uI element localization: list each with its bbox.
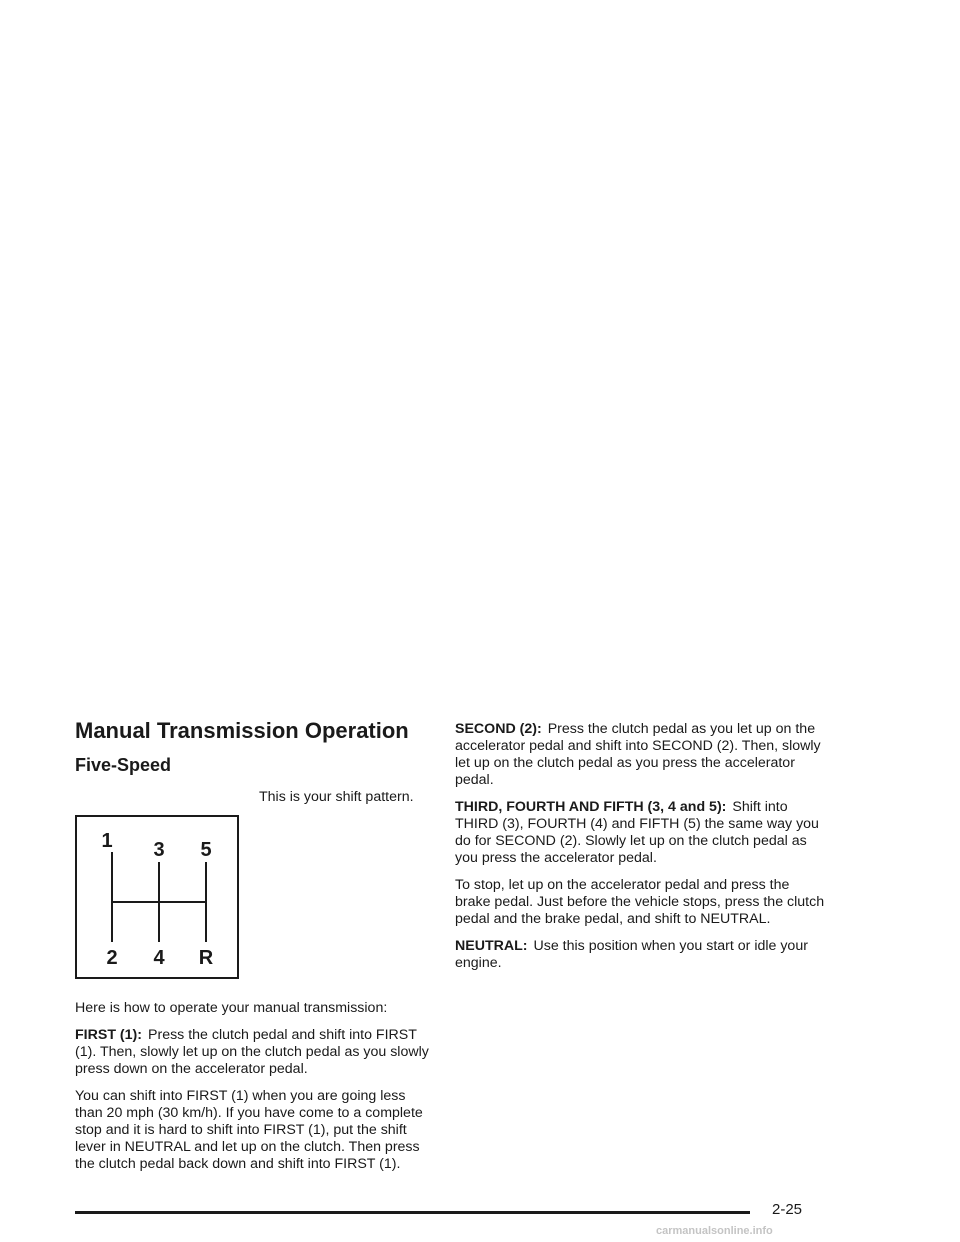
upper-gears-text: Shift into THIRD (3), FOURTH (4) and FIFTH (5) the same way you do for SECOND (2). Slowly let up on the clutch pedal as you press the accelerator pedal.	[455, 799, 819, 866]
stop-paragraph: To stop, let up on the accelerator pedal and press the brake pedal. Just before the vehicle stops, press the clutch pedal and the brake pedal, and shift to NEUTRAL.	[455, 877, 825, 927]
subsection-heading: Five-Speed	[75, 755, 172, 775]
neutral-paragraph	[455, 938, 825, 972]
neutral-text: Use this position when you start or idle your engine.	[455, 938, 808, 971]
upper-gears-paragraph	[455, 799, 825, 867]
gear-label-1: 1	[101, 830, 113, 852]
shift-figure-row	[75, 789, 435, 989]
gear-label-2: 2	[106, 947, 118, 969]
neutral-label: NEUTRAL:	[455, 938, 528, 954]
page-number: 2-25	[772, 1201, 803, 1218]
gear-label-4: 4	[153, 947, 165, 969]
first-gear-paragraph	[75, 1027, 435, 1078]
second-gear-text: Press the clutch pedal as you let up on the accelerator pedal and shift into SECOND (2). Then, slowly let up on the clutch pedal as you press the accelerator pedal.	[455, 721, 821, 788]
shift-pattern-svg	[77, 817, 237, 977]
first-gear-text: Press the clutch pedal and shift into FIRST (1). Then, slowly let up on the clutch pedal as you slowly press down on the accelerator pedal.	[75, 1027, 429, 1077]
shift-pattern-diagram	[75, 815, 239, 979]
gear-label-3: 3	[153, 839, 165, 861]
intro-paragraph: Here is how to operate your manual transmission:	[75, 1000, 388, 1016]
gear-label-r: R	[198, 947, 214, 969]
footer-rule	[75, 1211, 750, 1214]
shift-pattern-caption: This is your shift pattern.	[259, 789, 414, 805]
first-gear-label: FIRST (1):	[75, 1027, 142, 1043]
right-column	[455, 721, 825, 982]
upper-gears-label: THIRD, FOURTH AND FIFTH (3, 4 and 5):	[455, 799, 727, 815]
gear-label-5: 5	[200, 839, 212, 861]
left-column	[75, 718, 435, 1183]
watermark: carmanualsonline.info	[656, 1225, 773, 1237]
second-gear-paragraph	[455, 721, 825, 789]
first-gear-note: You can shift into FIRST (1) when you are going less than 20 mph (30 km/h). If you have come to a complete stop and it is hard to shift into FIRST (1), put the shift lever in NEUTRAL and let up on the clutch. Then press the clutch pedal back down and shift into FIRST (1).	[75, 1088, 423, 1172]
section-heading: Manual Transmission Operation	[75, 718, 409, 743]
second-gear-label: SECOND (2):	[455, 721, 542, 737]
